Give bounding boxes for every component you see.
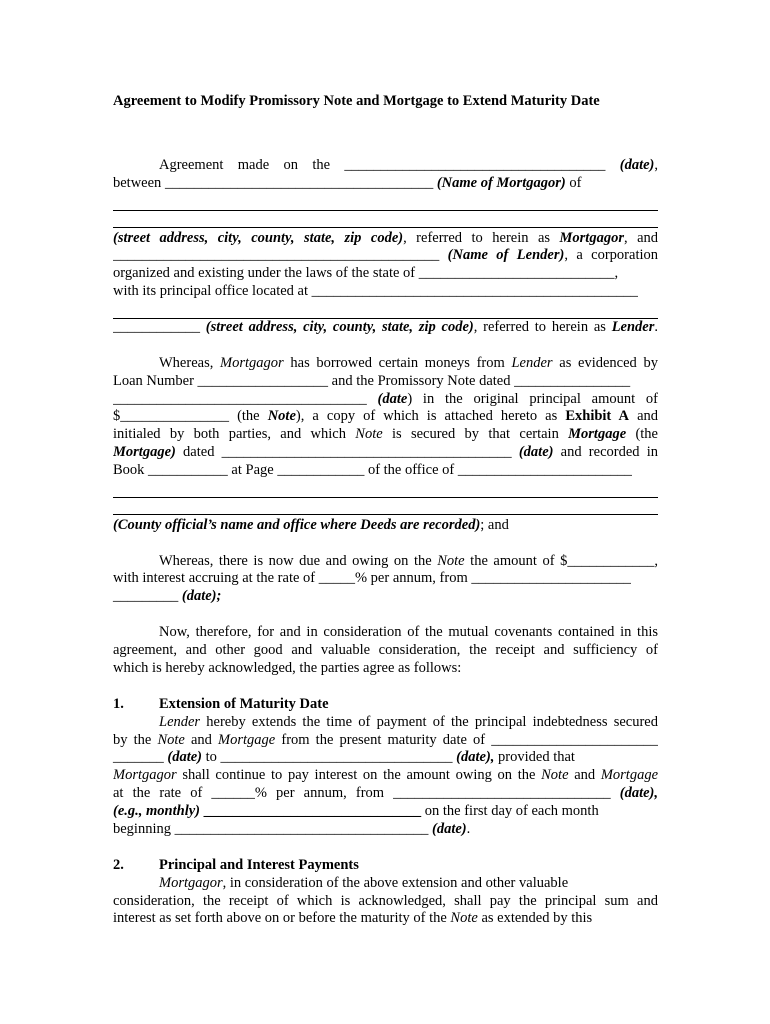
p3-line-2: with interest accruing at the rate of _____% per annum, from ______________________ bbox=[113, 570, 631, 587]
payment-frequency-label: (e.g., monthly) bbox=[113, 803, 200, 820]
section-1-heading bbox=[113, 696, 658, 714]
lender-address-label: (street address, city, county, state, zip code) bbox=[200, 319, 474, 336]
p1-text: , referred to herein as bbox=[473, 319, 612, 336]
p2-text: $_______________ (the bbox=[113, 408, 268, 425]
section-number: 1. bbox=[113, 695, 124, 712]
p2-text: is secured by that certain bbox=[382, 426, 569, 443]
p2-text: (the bbox=[626, 426, 658, 443]
note-term: Note bbox=[437, 552, 465, 569]
interest-date-blank: _________ bbox=[113, 588, 179, 605]
s1-text: from the present maturity date of _______________________ bbox=[275, 731, 658, 748]
lender-address-blank: ____________ bbox=[113, 319, 200, 336]
s2-line-3 bbox=[113, 910, 658, 928]
note-term: Note bbox=[267, 408, 296, 425]
section-number: 2. bbox=[113, 856, 124, 873]
mortgagor-name-blank: _____________________________________ bbox=[164, 174, 434, 191]
blank-rule bbox=[113, 211, 658, 228]
p3-line-3 bbox=[113, 588, 658, 606]
exhibit-a-term: Exhibit A bbox=[565, 408, 629, 425]
p2-text: and recorded in bbox=[553, 444, 658, 461]
s2-text: interest as set forth above on or before the maturity of the bbox=[113, 910, 451, 927]
s2-line-1 bbox=[113, 875, 658, 893]
p2-text: Whereas, bbox=[159, 354, 221, 371]
date-label: (date bbox=[366, 390, 408, 407]
p1-line-7: organized and existing under the laws of the state of ___________________________, bbox=[113, 265, 619, 282]
date-label: (date) bbox=[163, 749, 202, 766]
s1-line-3 bbox=[113, 749, 658, 767]
mortgagor-term: Mortgagor bbox=[220, 354, 284, 371]
mortgagor-term: Mortgagor bbox=[159, 874, 223, 891]
mortgage-term: Mortgage bbox=[568, 426, 627, 443]
p1-text: . bbox=[654, 319, 658, 336]
lender-name-blank: _____________________________________________ bbox=[113, 247, 440, 264]
s1-text: by the bbox=[113, 731, 158, 748]
lender-term: Lender bbox=[511, 354, 553, 371]
p1-line-1 bbox=[113, 157, 658, 175]
p2-line-3 bbox=[113, 391, 658, 409]
p2-text: as evidenced by bbox=[552, 354, 658, 371]
section-title: Principal and Interest Payments bbox=[159, 856, 359, 873]
s1-line-5 bbox=[113, 785, 658, 803]
s1-text: on the first day of each month bbox=[421, 803, 599, 820]
county-official-label: (County official’s name and office where Deeds are recorded) bbox=[113, 516, 481, 533]
lender-term: Lender bbox=[611, 319, 655, 336]
p2-text: ) in the original principal amount of bbox=[407, 390, 658, 407]
mortgagor-name-label: (Name of Mortgagor) bbox=[433, 174, 566, 191]
p3-text: Whereas, there is now due and owing on the bbox=[159, 552, 438, 569]
date-label: (date); bbox=[178, 588, 222, 605]
p2-text: has borrowed certain moneys from bbox=[283, 354, 512, 371]
mortgage-term: Mortgage bbox=[600, 767, 658, 784]
p4-line-3: which is hereby acknowledged, the parties agree as follows: bbox=[113, 659, 462, 676]
date-label: (date), bbox=[610, 785, 658, 802]
date-label: (date) bbox=[428, 820, 467, 837]
s2-text: , in consideration of the above extension and other valuable bbox=[222, 874, 569, 891]
p3-line-1 bbox=[113, 553, 658, 571]
note-term: Note bbox=[355, 426, 383, 443]
s2-line-2: consideration, the receipt of which is acknowledged, shall pay the principal sum and bbox=[113, 892, 658, 909]
p1-text: between bbox=[113, 174, 165, 191]
mortgage-date-blank: ________________________________________ bbox=[221, 444, 512, 461]
present-maturity-blank: _______ bbox=[113, 749, 164, 766]
s1-text: beginning ___________________________________ bbox=[113, 820, 429, 837]
p2-text: ; and bbox=[480, 516, 509, 533]
mortgagor-term: Mortgagor bbox=[559, 229, 624, 246]
p1-line-5 bbox=[113, 230, 658, 248]
payment-frequency-blank: ______________________________ bbox=[200, 803, 422, 820]
p2-text: ), a copy of which is attached hereto as bbox=[295, 408, 566, 425]
document-body bbox=[113, 157, 658, 928]
note-term: Note bbox=[450, 910, 478, 927]
p1-line-10 bbox=[113, 319, 658, 337]
p1-text: of bbox=[565, 174, 582, 191]
date-label: (date) bbox=[511, 444, 554, 461]
note-date-blank: ___________________________________ bbox=[113, 390, 367, 407]
p2-line-2: Loan Number __________________ and the Promissory Note dated ________________ bbox=[113, 372, 631, 389]
lender-name-label: (Name of Lender) bbox=[439, 247, 565, 264]
mortgage-term: Mortgage) bbox=[113, 444, 176, 461]
blank-rule bbox=[113, 480, 658, 498]
p4-line-1: Now, therefore, for and in consideration of the mutual covenants contained in this bbox=[159, 624, 658, 641]
p1-text: , referred to herein as bbox=[403, 229, 560, 246]
p1-line-8: with its principal office located at _____________________________________________ bbox=[113, 283, 638, 300]
document-title: Agreement to Modify Promissory Note and Mortgage to Extend Maturity Date bbox=[113, 93, 600, 109]
p2-line-7: Book ___________ at Page ____________ of the office of ________________________ bbox=[113, 462, 632, 479]
s1-line-2 bbox=[113, 732, 658, 750]
p3-text: the amount of $____________, bbox=[464, 552, 658, 569]
note-term: Note bbox=[157, 731, 185, 748]
s2-text: as extended by this bbox=[477, 910, 593, 927]
p2-text: dated bbox=[175, 444, 222, 461]
s1-line-1 bbox=[113, 714, 658, 732]
p2-line-4 bbox=[113, 408, 658, 426]
blank-rule bbox=[113, 193, 658, 211]
p1-text: , bbox=[654, 157, 658, 173]
p1-text: Agreement made on the bbox=[159, 157, 345, 173]
s1-text: to ________________________________ bbox=[202, 749, 453, 766]
p2-text: and bbox=[629, 408, 658, 425]
agreement-date-blank: ____________________________________ bbox=[344, 157, 606, 173]
p2-line-5 bbox=[113, 426, 658, 444]
section-title: Extension of Maturity Date bbox=[159, 695, 329, 712]
date-label: (date), bbox=[452, 749, 495, 766]
p1-line-6 bbox=[113, 247, 658, 265]
blank-rule bbox=[113, 498, 658, 515]
s1-text: provided that bbox=[494, 749, 575, 766]
mortgage-term: Mortgage bbox=[218, 731, 276, 748]
section-2-heading bbox=[113, 857, 658, 875]
p2-line-6 bbox=[113, 444, 658, 462]
lender-term: Lender bbox=[159, 713, 201, 730]
s1-text: and bbox=[184, 731, 219, 748]
blank-rule bbox=[113, 301, 658, 319]
p4-line-2: agreement, and other good and valuable consideration, the receipt and sufficiency of bbox=[113, 642, 658, 659]
p1-text: , a corporation bbox=[564, 247, 658, 264]
p2-line-10 bbox=[113, 517, 658, 535]
s1-line-4 bbox=[113, 767, 658, 785]
p2-text: initialed by both parties, and which bbox=[113, 426, 356, 443]
mortgagor-term: Mortgagor bbox=[113, 767, 177, 784]
s1-text: at the rate of ______% per annum, from ______________________________ bbox=[113, 785, 611, 802]
p1-line-2 bbox=[113, 175, 658, 193]
s1-text: . bbox=[466, 820, 471, 837]
s1-text: hereby extends the time of payment of the principal indebtedness secured bbox=[200, 713, 658, 730]
s1-line-6 bbox=[113, 803, 658, 821]
mortgagor-address-label: (street address, city, county, state, zip code) bbox=[113, 229, 404, 246]
note-term: Note bbox=[541, 767, 569, 784]
s1-text: shall continue to pay interest on the amount owing on the bbox=[176, 767, 542, 784]
s1-text: and bbox=[568, 767, 601, 784]
p1-text: , and bbox=[623, 229, 658, 246]
date-label: (date) bbox=[605, 157, 655, 173]
p2-line-1 bbox=[113, 355, 658, 373]
s1-line-7 bbox=[113, 821, 658, 839]
